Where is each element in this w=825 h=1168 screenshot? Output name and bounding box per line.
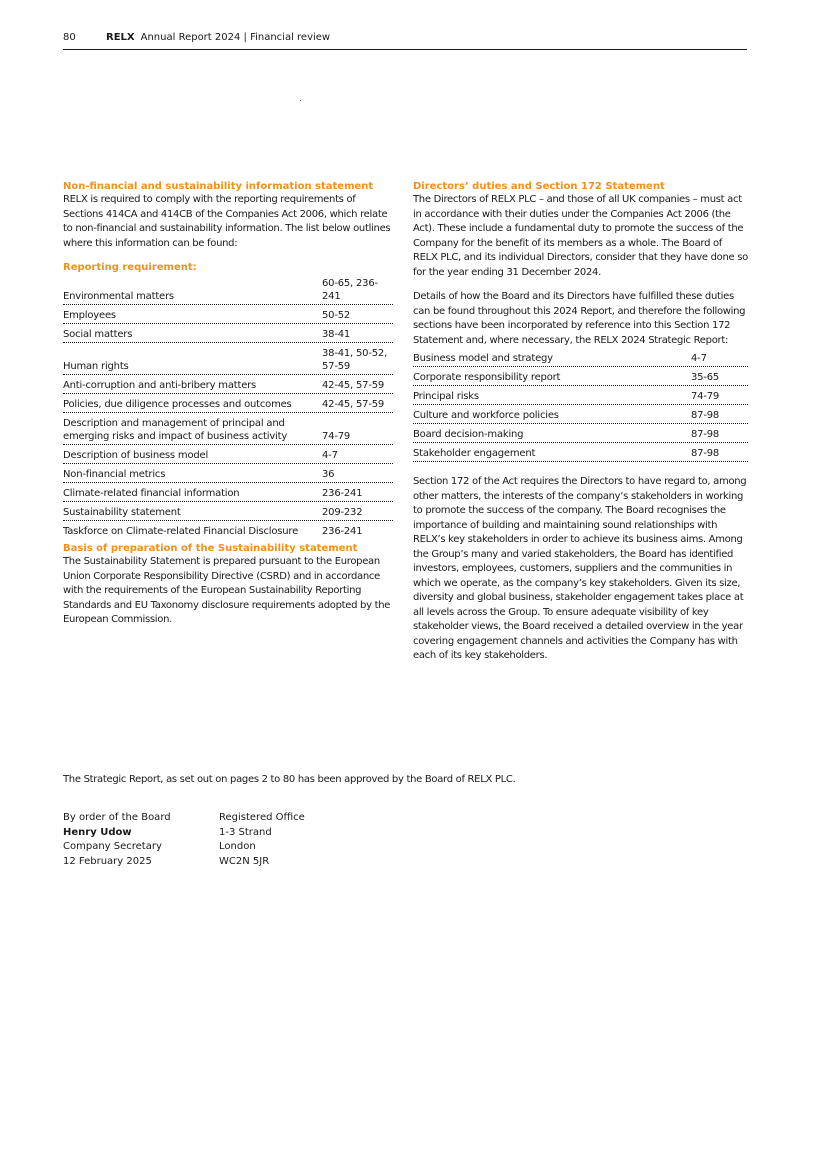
section172-table: [413, 351, 748, 462]
row-label: Social matters: [63, 329, 133, 340]
office-line3: WC2N 5JR: [219, 855, 270, 867]
table-row: [63, 308, 393, 324]
table-row: [413, 351, 748, 367]
row-label: Board decision-making: [413, 429, 524, 440]
table-row: [63, 416, 393, 445]
nonfinancial-heading: Non-financial and sustainability information statement: [63, 181, 374, 192]
table-row: [63, 378, 393, 394]
page-header: [63, 32, 747, 50]
table-row: [63, 276, 393, 305]
row-label: Environmental matters: [63, 291, 174, 302]
row-label: Policies, due diligence processes and outcomes: [63, 399, 292, 410]
row-pages: 74-79: [322, 431, 351, 442]
row-label: Business model and strategy: [413, 353, 553, 364]
table-row: [413, 370, 748, 386]
right-column: [413, 180, 748, 664]
row-pages: 42-45, 57-59: [322, 399, 385, 410]
directors-duties-heading: Directors’ duties and Section 172 Statement: [413, 181, 665, 192]
row-pages: 236-241: [322, 488, 363, 499]
table-row: [63, 467, 393, 483]
row-pages: 74-79: [691, 391, 720, 402]
table-row: [63, 327, 393, 343]
page-number: 80: [63, 32, 76, 43]
office-label: Registered Office: [219, 812, 305, 823]
stray-dot: [300, 100, 301, 101]
row-pages: 87-98: [691, 448, 720, 459]
by-order-line: By order of the Board: [63, 812, 171, 823]
row-pages: 38-41: [322, 329, 351, 340]
table-row: [63, 486, 393, 502]
table-row: [63, 346, 393, 375]
row-pages: 209-232: [322, 507, 363, 518]
table-row: [413, 427, 748, 443]
table-row: [63, 397, 393, 413]
table-row: [413, 446, 748, 462]
directors-paragraph-2: Details of how the Board and its Directors have fulfilled these duties can be found throughout this 2024 Report, and therefore the following sections have been incorporated by reference into this Section 172 Statement and, where necessary, the RELX 2024 Strategic Report:: [413, 291, 746, 346]
basis-paragraph: The Sustainability Statement is prepared pursuant to the European Union Corporate Responsibility Directive (CSRD) and in accordance with the requirements of the European Sustainability Reporting Standards and EU Taxonomy disclosure requirements adopted by the European Commission.: [63, 556, 391, 625]
row-pages: 236-241: [322, 526, 363, 537]
row-label: Principal risks: [413, 391, 479, 402]
row-pages: 36: [322, 469, 335, 480]
signature-date: 12 February 2025: [63, 855, 152, 867]
row-label: Anti-corruption and anti-bribery matters: [63, 380, 257, 391]
table-row: [413, 389, 748, 405]
table-row: [63, 448, 393, 464]
row-label: Description and management of principal and emerging risks and impact of business activity: [63, 418, 288, 442]
row-pages: 4-7: [691, 353, 707, 364]
row-label: Sustainability statement: [63, 507, 181, 518]
office-line2: London: [219, 841, 256, 852]
row-pages: 42-45, 57-59: [322, 380, 385, 391]
signature-block: [63, 811, 171, 869]
row-label: Culture and workforce policies: [413, 410, 559, 421]
row-pages: 50-52: [322, 310, 351, 321]
row-pages: 87-98: [691, 410, 720, 421]
brand-name: RELX: [106, 32, 135, 43]
row-label: Non-financial metrics: [63, 469, 166, 480]
nonfinancial-intro: RELX is required to comply with the reporting requirements of Sections 414CA and 414CB of the Companies Act 2006, which relate to non-financial and sustainability information. The list below outlines where this information can be found:: [63, 194, 391, 249]
left-column: [63, 180, 393, 628]
row-pages: 38-41, 50-52, 57-59: [322, 348, 388, 372]
row-label: Taskforce on Climate-related Financial Disclosure: [63, 526, 299, 537]
office-line1: 1-3 Strand: [219, 826, 272, 838]
directors-paragraph-3: Section 172 of the Act requires the Directors to have regard to, among other matters, the interests of the company’s stakeholders in working to promote the success of the company. The Board recognises the importance of building and maintaining sound relationships with RELX’s key stakeholders in order to achieve its business aims. Among the Group’s many and varied stakeholders, the Board has identified investors, employees, customers, suppliers and the communities in which we operate, as the company’s key stakeholders. Given its size, diversity and global business, stakeholder engagement takes place at all levels across the Group. To ensure adequate visibility of key stakeholder views, the Board received a detailed overview in the year covering engagement channels and activities the Company has with each of its key stakeholders.: [413, 476, 747, 661]
row-label: Human rights: [63, 361, 129, 372]
approval-statement: The Strategic Report, as set out on pages 2 to 80 has been approved by the Board of RELX PLC.: [63, 774, 516, 785]
registered-office-block: [219, 811, 305, 869]
row-label: Corporate responsibility report: [413, 372, 561, 383]
row-pages: 35-65: [691, 372, 720, 383]
signatory-role: Company Secretary: [63, 841, 162, 852]
header-title: Annual Report 2024 | Financial review: [140, 32, 331, 43]
row-pages: 87-98: [691, 429, 720, 440]
table-row: [63, 524, 393, 539]
directors-paragraph-1: The Directors of RELX PLC – and those of all UK companies – must act in accordance with their duties under the Companies Act 2006 (the Act). These include a fundamental duty to promote the success of the Company for the benefit of its members as a whole. The Board of RELX PLC, and its individual Directors, consider that they have done so for the year ending 31 December 2024.: [413, 194, 748, 278]
basis-heading: Basis of preparation of the Sustainability statement: [63, 543, 358, 554]
row-label: Climate-related financial information: [63, 488, 240, 499]
table-row: [413, 408, 748, 424]
reporting-requirement-heading: Reporting requirement:: [63, 262, 197, 273]
table-row: [63, 505, 393, 521]
signatory-name: Henry Udow: [63, 826, 132, 838]
row-label: Employees: [63, 310, 116, 321]
row-label: Stakeholder engagement: [413, 448, 536, 459]
row-pages: 60-65, 236-241: [322, 278, 378, 302]
reporting-table: [63, 276, 393, 539]
row-pages: 4-7: [322, 450, 338, 461]
row-label: Description of business model: [63, 450, 209, 461]
